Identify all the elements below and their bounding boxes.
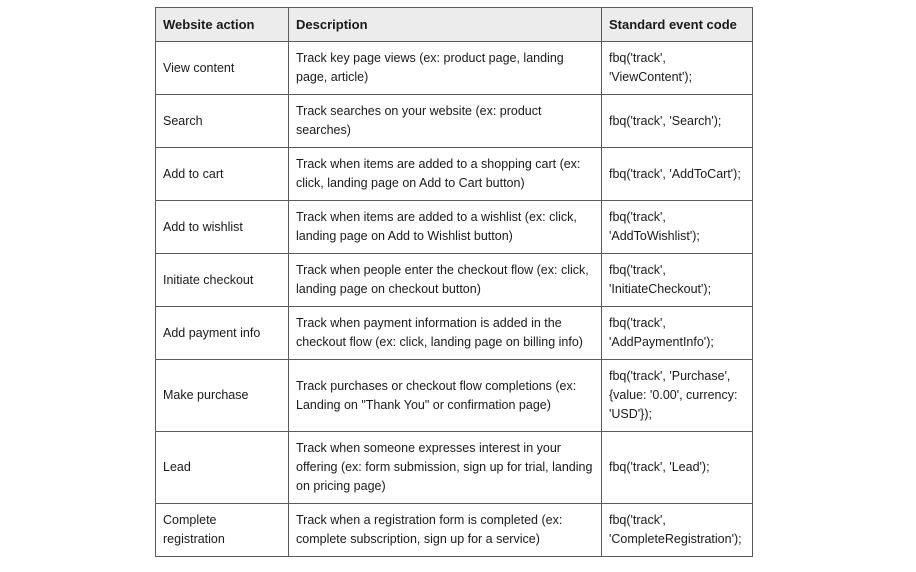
table-row — [156, 432, 753, 504]
cell-action: Complete registration — [156, 504, 289, 557]
cell-description: Track when a registration form is completed (ex: complete subscription, sign up for a service) — [289, 504, 602, 557]
cell-event-code: fbq('track', 'ViewContent'); — [602, 42, 753, 95]
cell-event-code: fbq('track', 'Purchase', {value: '0.00', currency: 'USD'}); — [602, 360, 753, 432]
cell-description: Track when someone expresses interest in your offering (ex: form submission, sign up for trial, landing on pricing page) — [289, 432, 602, 504]
header-row — [156, 8, 753, 42]
header-website-action: Website action — [156, 8, 289, 42]
table-row — [156, 148, 753, 201]
table-body — [156, 42, 753, 557]
cell-action: Lead — [156, 432, 289, 504]
cell-event-code: fbq('track', 'AddPaymentInfo'); — [602, 307, 753, 360]
header-standard-event-code: Standard event code — [602, 8, 753, 42]
cell-description: Track key page views (ex: product page, landing page, article) — [289, 42, 602, 95]
cell-description: Track when people enter the checkout flow (ex: click, landing page on checkout button) — [289, 254, 602, 307]
cell-action: Add to cart — [156, 148, 289, 201]
cell-action: Add payment info — [156, 307, 289, 360]
cell-description: Track when items are added to a wishlist (ex: click, landing page on Add to Wishlist button) — [289, 201, 602, 254]
cell-event-code: fbq('track', 'CompleteRegistration'); — [602, 504, 753, 557]
cell-description: Track when payment information is added in the checkout flow (ex: click, landing page on billing info) — [289, 307, 602, 360]
standard-events-table — [155, 7, 753, 557]
cell-action: Initiate checkout — [156, 254, 289, 307]
cell-event-code: fbq('track', 'AddToWishlist'); — [602, 201, 753, 254]
cell-action: Search — [156, 95, 289, 148]
cell-action: View content — [156, 42, 289, 95]
cell-event-code: fbq('track', 'Search'); — [602, 95, 753, 148]
cell-event-code: fbq('track', 'InitiateCheckout'); — [602, 254, 753, 307]
table-header — [156, 8, 753, 42]
table-row — [156, 360, 753, 432]
table-row — [156, 95, 753, 148]
cell-description: Track searches on your website (ex: product searches) — [289, 95, 602, 148]
table-row — [156, 307, 753, 360]
cell-action: Make purchase — [156, 360, 289, 432]
table-row — [156, 504, 753, 557]
cell-action: Add to wishlist — [156, 201, 289, 254]
cell-event-code: fbq('track', 'Lead'); — [602, 432, 753, 504]
table-row — [156, 254, 753, 307]
header-description: Description — [289, 8, 602, 42]
cell-description: Track when items are added to a shopping cart (ex: click, landing page on Add to Cart button) — [289, 148, 602, 201]
table-row — [156, 42, 753, 95]
cell-description: Track purchases or checkout flow completions (ex: Landing on "Thank You" or confirmation page) — [289, 360, 602, 432]
table-row — [156, 201, 753, 254]
cell-event-code: fbq('track', 'AddToCart'); — [602, 148, 753, 201]
